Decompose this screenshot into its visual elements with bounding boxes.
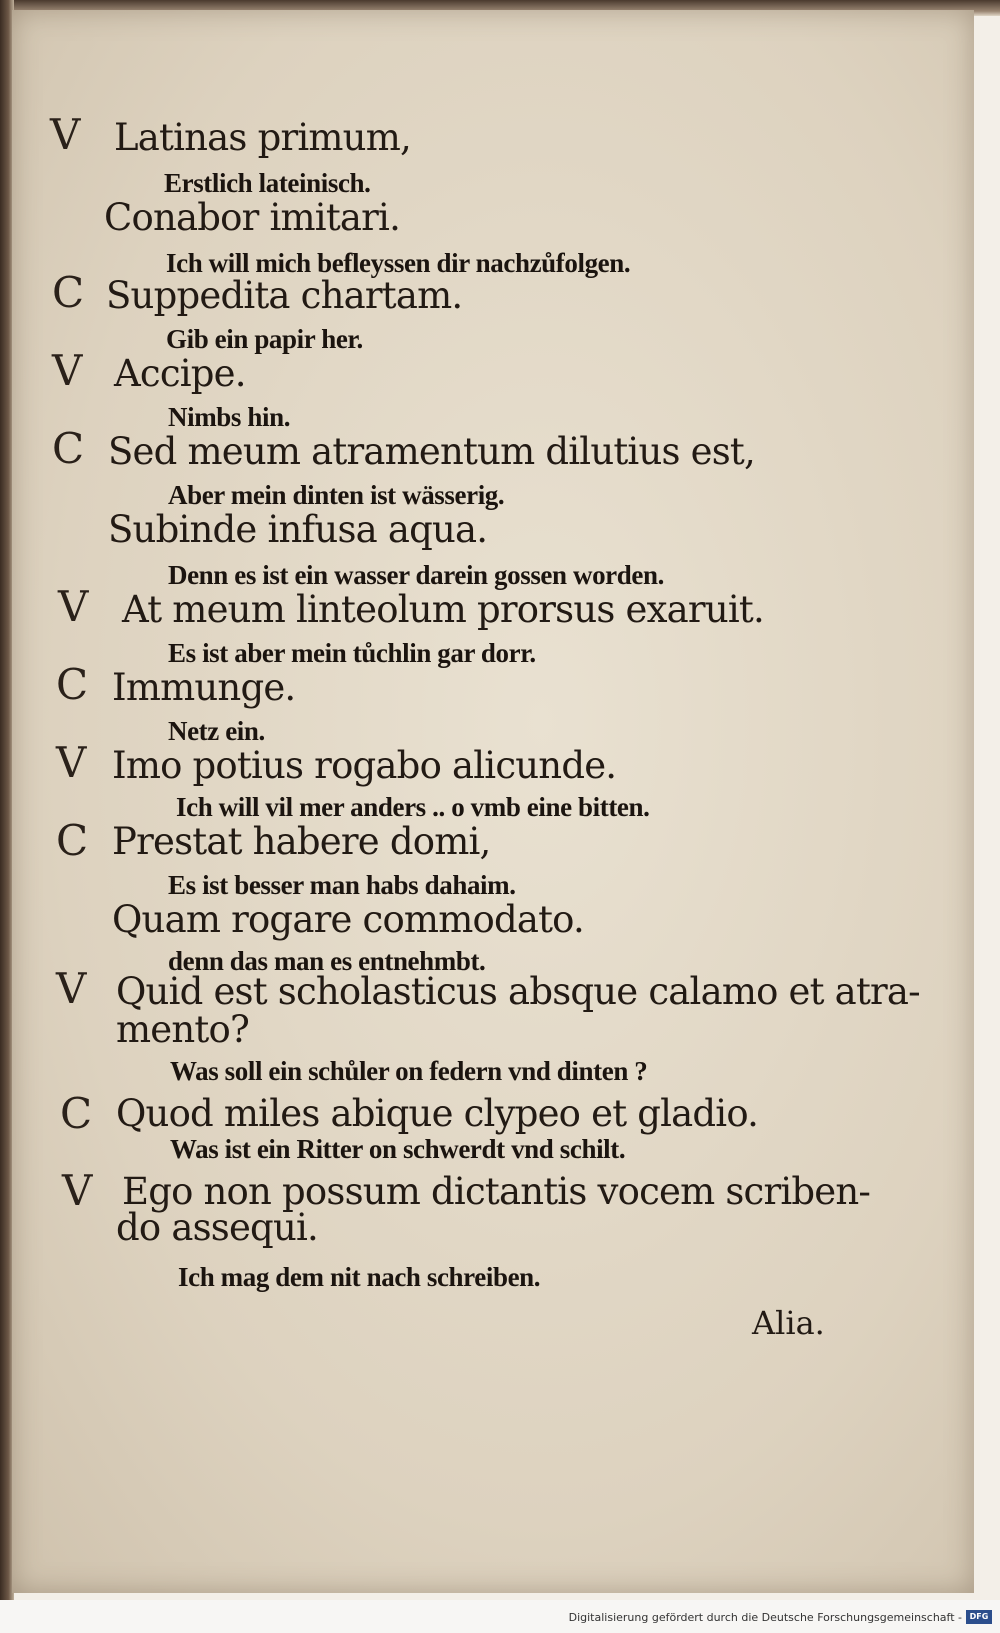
german-line: Erstlich lateinisch. <box>164 168 371 198</box>
speaker-marker: C <box>52 424 85 473</box>
speaker-marker: V <box>58 582 89 631</box>
dialogue-text <box>12 10 974 1593</box>
speaker-marker: V <box>50 110 81 159</box>
german-line: Was ist ein Ritter on schwerdt vnd schilt. <box>170 1134 626 1164</box>
latin-line: Latinas primum, <box>114 116 411 159</box>
latin-line: Accipe. <box>114 352 246 395</box>
german-line: Ich mag dem nit nach schreiben. <box>178 1262 541 1292</box>
latin-line: At meum linteolum prorsus exaruit. <box>122 588 764 631</box>
speaker-marker: V <box>62 1166 93 1215</box>
german-line: Denn es ist ein wasser darein gossen worden. <box>168 560 664 590</box>
latin-line: Imo potius rogabo alicunde. <box>112 744 617 787</box>
book-page <box>12 10 974 1593</box>
german-line: Es ist besser man habs dahaim. <box>168 870 516 900</box>
german-line: Gib ein papir her. <box>166 324 363 354</box>
latin-line: Quid est scholasticus absque calamo et atra- <box>116 970 920 1013</box>
german-line: Was soll ein schůler on federn vnd dinten ? <box>170 1056 648 1086</box>
german-line: Ich will vil mer anders .. o vmb eine bitten. <box>176 792 650 822</box>
latin-line: Quam rogare commodato. <box>112 898 584 941</box>
latin-line: do assequi. <box>116 1206 318 1249</box>
german-line: Ich will mich befleyssen dir nachzůfolgen. <box>166 248 631 278</box>
latin-line: Ego non possum dictantis vocem scriben- <box>122 1170 871 1213</box>
dfg-credit-text: Digitalisierung gefördert durch die Deutsche Forschungsgemeinschaft - <box>568 1611 962 1624</box>
german-line: Es ist aber mein tůchlin gar dorr. <box>168 638 536 668</box>
latin-line: Suppedita chartam. <box>106 274 463 317</box>
speaker-marker: V <box>52 346 83 395</box>
latin-line: Immunge. <box>112 666 296 709</box>
german-line: Aber mein dinten ist wässerig. <box>168 480 505 510</box>
latin-line: Prestat habere domi, <box>112 820 491 863</box>
german-line: Nimbs hin. <box>168 402 291 432</box>
latin-line: Sed meum atramentum dilutius est, <box>108 430 755 473</box>
speaker-marker: V <box>56 738 87 787</box>
speaker-marker: C <box>60 1089 93 1138</box>
speaker-marker: C <box>52 268 85 317</box>
speaker-marker: V <box>56 964 87 1013</box>
latin-line: mento? <box>116 1008 249 1051</box>
german-line: denn das man es entnehmbt. <box>168 946 486 976</box>
latin-line: Subinde infusa aqua. <box>108 508 488 551</box>
alia-heading: Alia. <box>752 1304 825 1342</box>
latin-line: Conabor imitari. <box>104 196 401 239</box>
speaker-marker: C <box>56 816 89 865</box>
speaker-marker: C <box>56 660 89 709</box>
german-line: Netz ein. <box>168 716 265 746</box>
dfg-logo: DFG <box>966 1610 992 1624</box>
latin-line: Quod miles abique clypeo et gladio. <box>116 1092 759 1135</box>
